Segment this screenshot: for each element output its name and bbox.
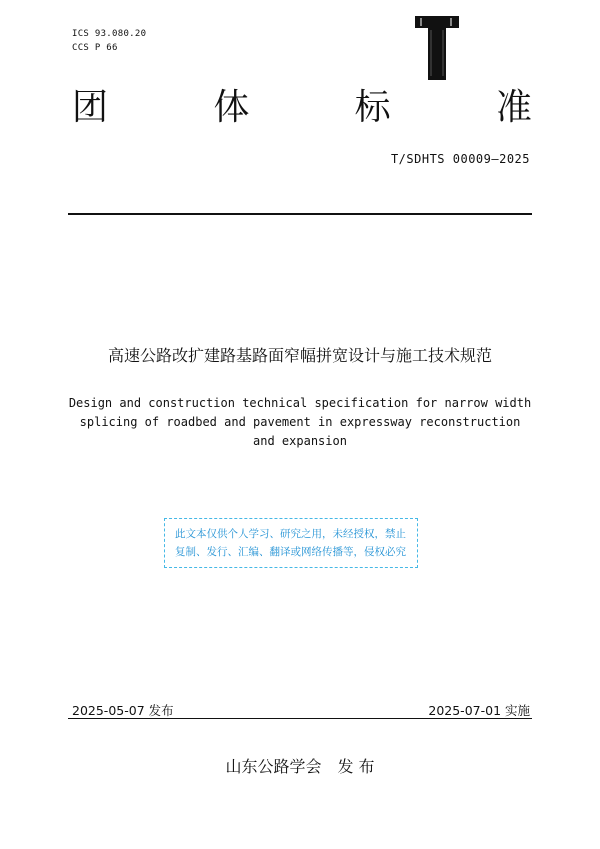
document-title-en (60, 394, 540, 451)
notice-line: 复制、发行、汇编、翻译或网络传播等，侵权必究 (175, 546, 406, 558)
document-title-cn: 高速公路改扩建路基路面窄幅拼宽设计与施工技术规范 (107, 346, 492, 365)
publisher-suffix: 发 布 (337, 757, 375, 776)
implement-date: 2025-07-01 实施 (428, 703, 530, 718)
ics-code: ICS 93.080.20 (72, 29, 147, 39)
footer-divider (68, 718, 532, 719)
publisher (0, 754, 600, 777)
document-type-title (72, 88, 532, 128)
publish-date: 2025-05-07 发布 (72, 703, 174, 718)
notice-line: 此文本仅供个人学习、研究之用，未经授权，禁止 (175, 528, 406, 540)
publisher-name: 山东公路学会 (225, 757, 322, 776)
title-en-line: Design and construction technical specification for narrow width (68, 396, 532, 410)
standard-number: T/SDHTS 00009—2025 (390, 152, 530, 166)
title-char: 团 (72, 87, 109, 128)
standard-logo-t (413, 14, 461, 82)
title-en-line: splicing of roadbed and pavement in expressway reconstruction (79, 415, 521, 429)
copyright-notice (164, 518, 418, 568)
ccs-code: CCS P 66 (72, 43, 118, 53)
title-en-line: and expansion (253, 434, 347, 448)
header-divider (68, 213, 532, 215)
title-char: 准 (495, 87, 532, 128)
title-char: 标 (354, 87, 391, 128)
title-char: 体 (213, 87, 250, 128)
